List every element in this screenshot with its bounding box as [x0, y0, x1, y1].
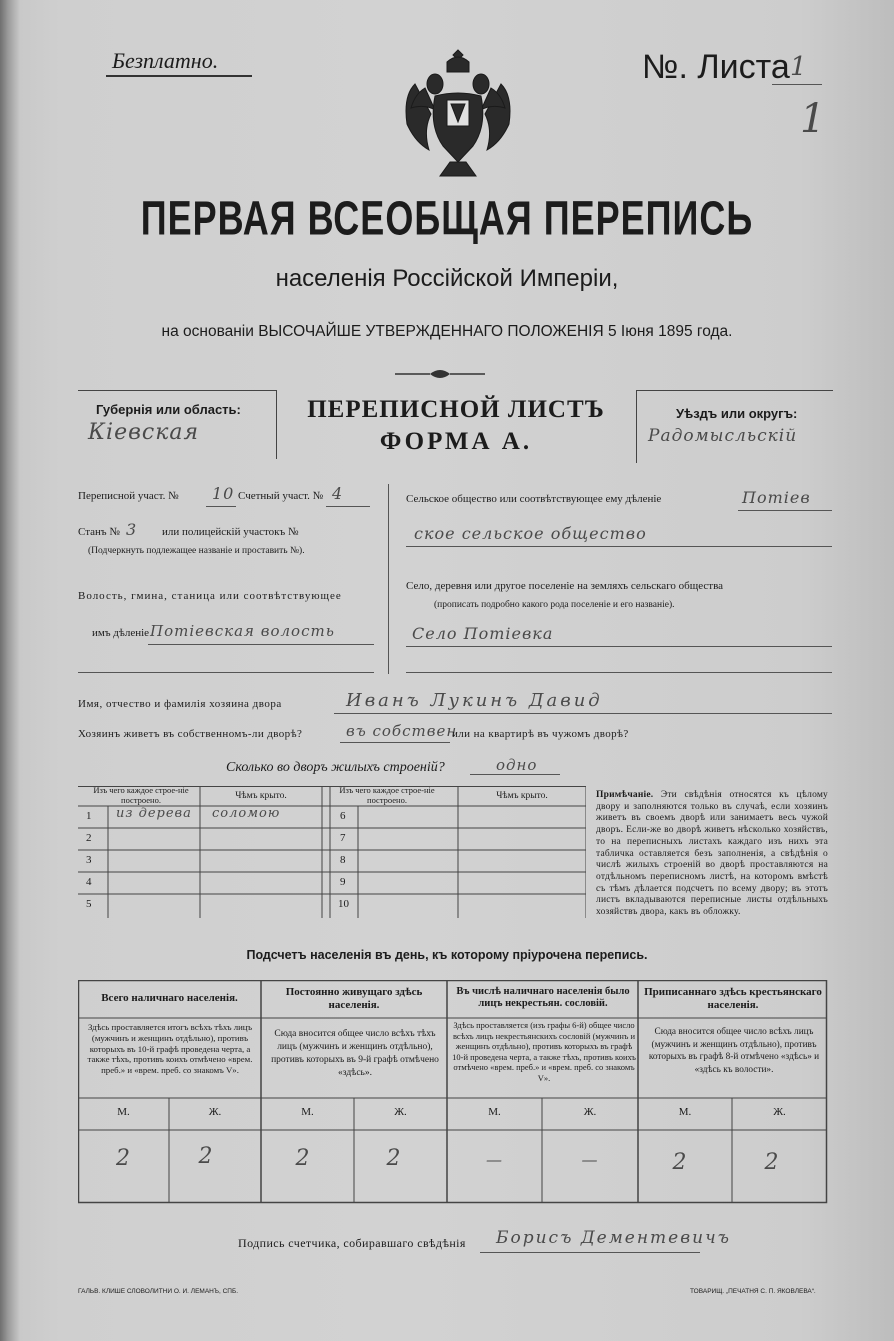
buildings-col-material: Изъ чего каждое строе-ніе построено. [93, 785, 189, 805]
building-row-1-number: 1 [86, 810, 92, 822]
signature-label: Подпись счетчика, собиравшаго свѣдѣнія [238, 1236, 466, 1250]
village-label: Село, деревня или другое поселеніе на земляхъ сельскаго общества [406, 580, 724, 592]
double-headed-eagle-icon [395, 44, 521, 180]
building-row-3-number: 3 [86, 854, 92, 866]
volost-line [148, 644, 374, 645]
ornament-divider-icon [395, 368, 485, 380]
col-3-m-value: — [486, 1150, 503, 1169]
col-2-m-label: М. [301, 1106, 314, 1118]
census-section-label: Переписной участ. № [78, 490, 179, 502]
free-label: Безплатно. [112, 48, 219, 73]
form-title: ПЕРЕПИСНОЙ ЛИСТЪ [307, 396, 605, 423]
building-row-6-number: 6 [340, 810, 346, 822]
building-row-7-number: 7 [340, 832, 346, 844]
main-title: ПЕРВАЯ ВСЕОБЩАЯ ПЕРЕПИСЬ [140, 190, 754, 246]
count-col-1-head: Всего наличнаго населенія. [101, 992, 238, 1004]
form-subtitle: ФОРМА А. [379, 428, 533, 455]
police-label: или полицейскій участокъ № [162, 526, 299, 538]
owner-name-label: Имя, отчество и фамилія хозяина двора [78, 698, 282, 710]
stan-value: 3 [126, 520, 138, 539]
owner-lives-value: въ собствен [346, 722, 458, 740]
building-row-8-number: 8 [340, 854, 346, 866]
count-col-2-desc: Сюда вносится общее число всѣхъ тѣхъ лицъ (мужчинъ и женщинъ отдѣльно), противъ которыхъ въ 9-й графѣ отмѣчено «здѣсь». [271, 1029, 439, 1078]
col-4-m-label: М. [678, 1106, 692, 1118]
free-underline [106, 75, 252, 77]
sheet-number: 1 [790, 52, 808, 82]
buildings-col-roof-2: Чѣмъ крыто. [496, 791, 548, 801]
census-section-line [206, 506, 236, 507]
uezd-value: Радомысльскій [648, 426, 798, 446]
col-2-zh-label: Ж. [394, 1106, 407, 1118]
col-1-m-value: 2 [116, 1146, 131, 1171]
buildings-value: одно [496, 756, 538, 774]
guberniya-label: Губернія или область: [96, 402, 241, 417]
footer-left: ГАЛЬВ. КЛИШЕ СЛОВОЛИТНИ О. И. ЛЕМАНЪ, СПБ. [78, 1288, 239, 1295]
owner-lives-line [340, 742, 450, 743]
building-row-2-number: 2 [86, 832, 92, 844]
owner-lives-label: Хозяинъ живетъ въ собственномъ-ли дворѣ? [78, 728, 303, 740]
volost-label: Волость, гмина, станица или соотвѣтствующее [78, 590, 342, 602]
count-col-3-head: Въ числѣ наличнаго населенія было лицъ некрестьян. сословій. [456, 986, 630, 1009]
col-4-zh-value: 2 [764, 1150, 780, 1175]
note-block [596, 790, 828, 919]
column-divider [388, 484, 389, 674]
count-col-3-desc: Здѣсь проставляется (изъ графы 6-й) общее число всѣхъ лицъ некрестьянскихъ сословій (мужчинъ и женщинъ отдѣльно), противъ которыхъ въ графѣ 10-й проведена черта, а также тѣхъ, противъ коихъ отмѣчено «врем. преб.» и «врем. преб. со знакомъ V». [452, 1020, 636, 1083]
signature-line [480, 1252, 700, 1253]
society-value-2: ское сельское общество [414, 524, 647, 543]
buildings-col-material-2: Изъ чего каждое строе-ніе построено. [339, 785, 435, 805]
owner-name-line [334, 713, 832, 714]
owner-name-value: Иванъ Лукинъ Давид [346, 690, 603, 711]
stan-label: Станъ № [78, 526, 120, 538]
village-line-2 [406, 672, 832, 673]
building-row-9-number: 9 [340, 876, 346, 888]
buildings-col-roof: Чѣмъ крыто. [235, 791, 287, 801]
underline-note: (Подчеркнуть подлежащее названіе и проставить №). [88, 546, 305, 556]
col-3-m-label: М. [488, 1106, 501, 1118]
count-section-label: Счетный участ. № [238, 490, 324, 502]
col-1-zh-value: 2 [198, 1144, 214, 1169]
society-label: Сельское общество или соотвѣтствующее ему дѣленіе [406, 493, 662, 505]
col-3-zh-value: — [581, 1150, 599, 1169]
col-3-zh-label: Ж. [583, 1106, 597, 1118]
census-section-value: 10 [212, 484, 235, 503]
volost-label-2: имъ дѣленіе [92, 627, 150, 639]
count-section-line [326, 506, 370, 507]
building-row-5-number: 5 [86, 898, 92, 910]
building-row-10-number: 10 [338, 898, 349, 910]
col-4-m-value: 2 [672, 1150, 688, 1175]
col-1-zh-label: Ж. [208, 1106, 222, 1118]
count-title: Подсчетъ населенія въ день, къ которому пріурочена перепись. [246, 948, 648, 962]
society-line-1 [738, 510, 832, 511]
village-line-1 [406, 646, 832, 647]
building-row-1-material: из дерева [116, 806, 192, 821]
uezd-label: Уѣздъ или округъ: [676, 406, 798, 421]
subtitle: населенія Россійской Имперіи, [275, 265, 619, 292]
signature-value: Борисъ Дементевичъ [496, 1228, 731, 1248]
society-value-1: Потіев [742, 488, 811, 507]
count-col-4-desc: Сюда вносится общее число всѣхъ лицъ (мужчинъ и женщинъ отдѣльно), противъ которыхъ въ графѣ 8-й отмѣчено «здѣсь» и «здѣсь къ волости». [648, 1027, 820, 1075]
building-row-4-number: 4 [86, 876, 92, 888]
count-col-2-head: Постоянно живущаго здѣсь населенія. [285, 986, 423, 1011]
count-col-4-head: Приписаннаго здѣсь крестьянскаго населенія. [644, 986, 822, 1011]
note-text: Эти свѣдѣнія относятся къ цѣлому двору и заполняются только въ случаѣ, если хозяинъ живетъ въ своемъ дворѣ или занимаетъ весь чужой дворъ. Если-же во дворѣ живетъ нѣсколько хозяйствъ, то на переписныхъ листахъ каждаго изъ нихъ эта табличка оставляется безъ заполненія, а свѣдѣнія о числѣ жилыхъ строеній во дворѣ проставляются на отдѣльномъ переписномъ листѣ, на которомъ вмѣстѣ съ тѣмъ дѣлается подсчетъ по всему двору; въ этотъ листъ вкладываются переписные листы отдѣльныхъ хозяйствъ двора, какъ въ обложку. [596, 790, 828, 918]
footer-right: ТОВАРИЩ. „ПЕЧАТНЯ С. П. ЯКОВЛЕВА“. [690, 1288, 816, 1295]
volost-value: Потіевская волость [150, 622, 335, 640]
buildings-label: Сколько во дворъ жилыхъ строеній? [226, 760, 445, 775]
basis-line: на основаніи ВЫСОЧАЙШЕ УТВЕРЖДЕННАГО ПОЛОЖЕНІЯ 5 Іюня 1895 года. [161, 323, 733, 340]
volost-line-2 [78, 672, 374, 673]
guberniya-value: Кіевская [88, 420, 200, 445]
sheet-label: №. Листа [642, 48, 790, 86]
col-2-zh-value: 2 [386, 1146, 402, 1171]
owner-lives-label-2: или на квартирѣ въ чужомъ дворѣ? [452, 728, 629, 740]
corner-number: 1 [800, 96, 827, 142]
building-row-1-roof: соломою [212, 806, 281, 821]
buildings-line [470, 774, 560, 775]
col-2-m-value: 2 [295, 1146, 311, 1171]
count-col-1-desc: Здѣсь проставляется итогъ всѣхъ тѣхъ лицъ (мужчинъ и женщинъ отдѣльно), противъ которыхъ въ 10-й графѣ проведена черта, а также тѣхъ, противъ коихъ отмѣчено «врем. преб.» и «врем. преб. со знакомъ V». [87, 1022, 253, 1076]
count-section-value: 4 [332, 484, 344, 503]
col-1-m-label: М. [117, 1106, 130, 1118]
village-value: Село Потіевка [412, 624, 554, 643]
sheet-number-line [772, 84, 822, 85]
col-4-zh-label: Ж. [773, 1106, 786, 1118]
society-line-2 [406, 546, 832, 547]
village-note: (прописать подробно какого рода поселеніе и его названіе). [434, 600, 675, 610]
note-title: Примѣчаніе. [596, 790, 654, 800]
